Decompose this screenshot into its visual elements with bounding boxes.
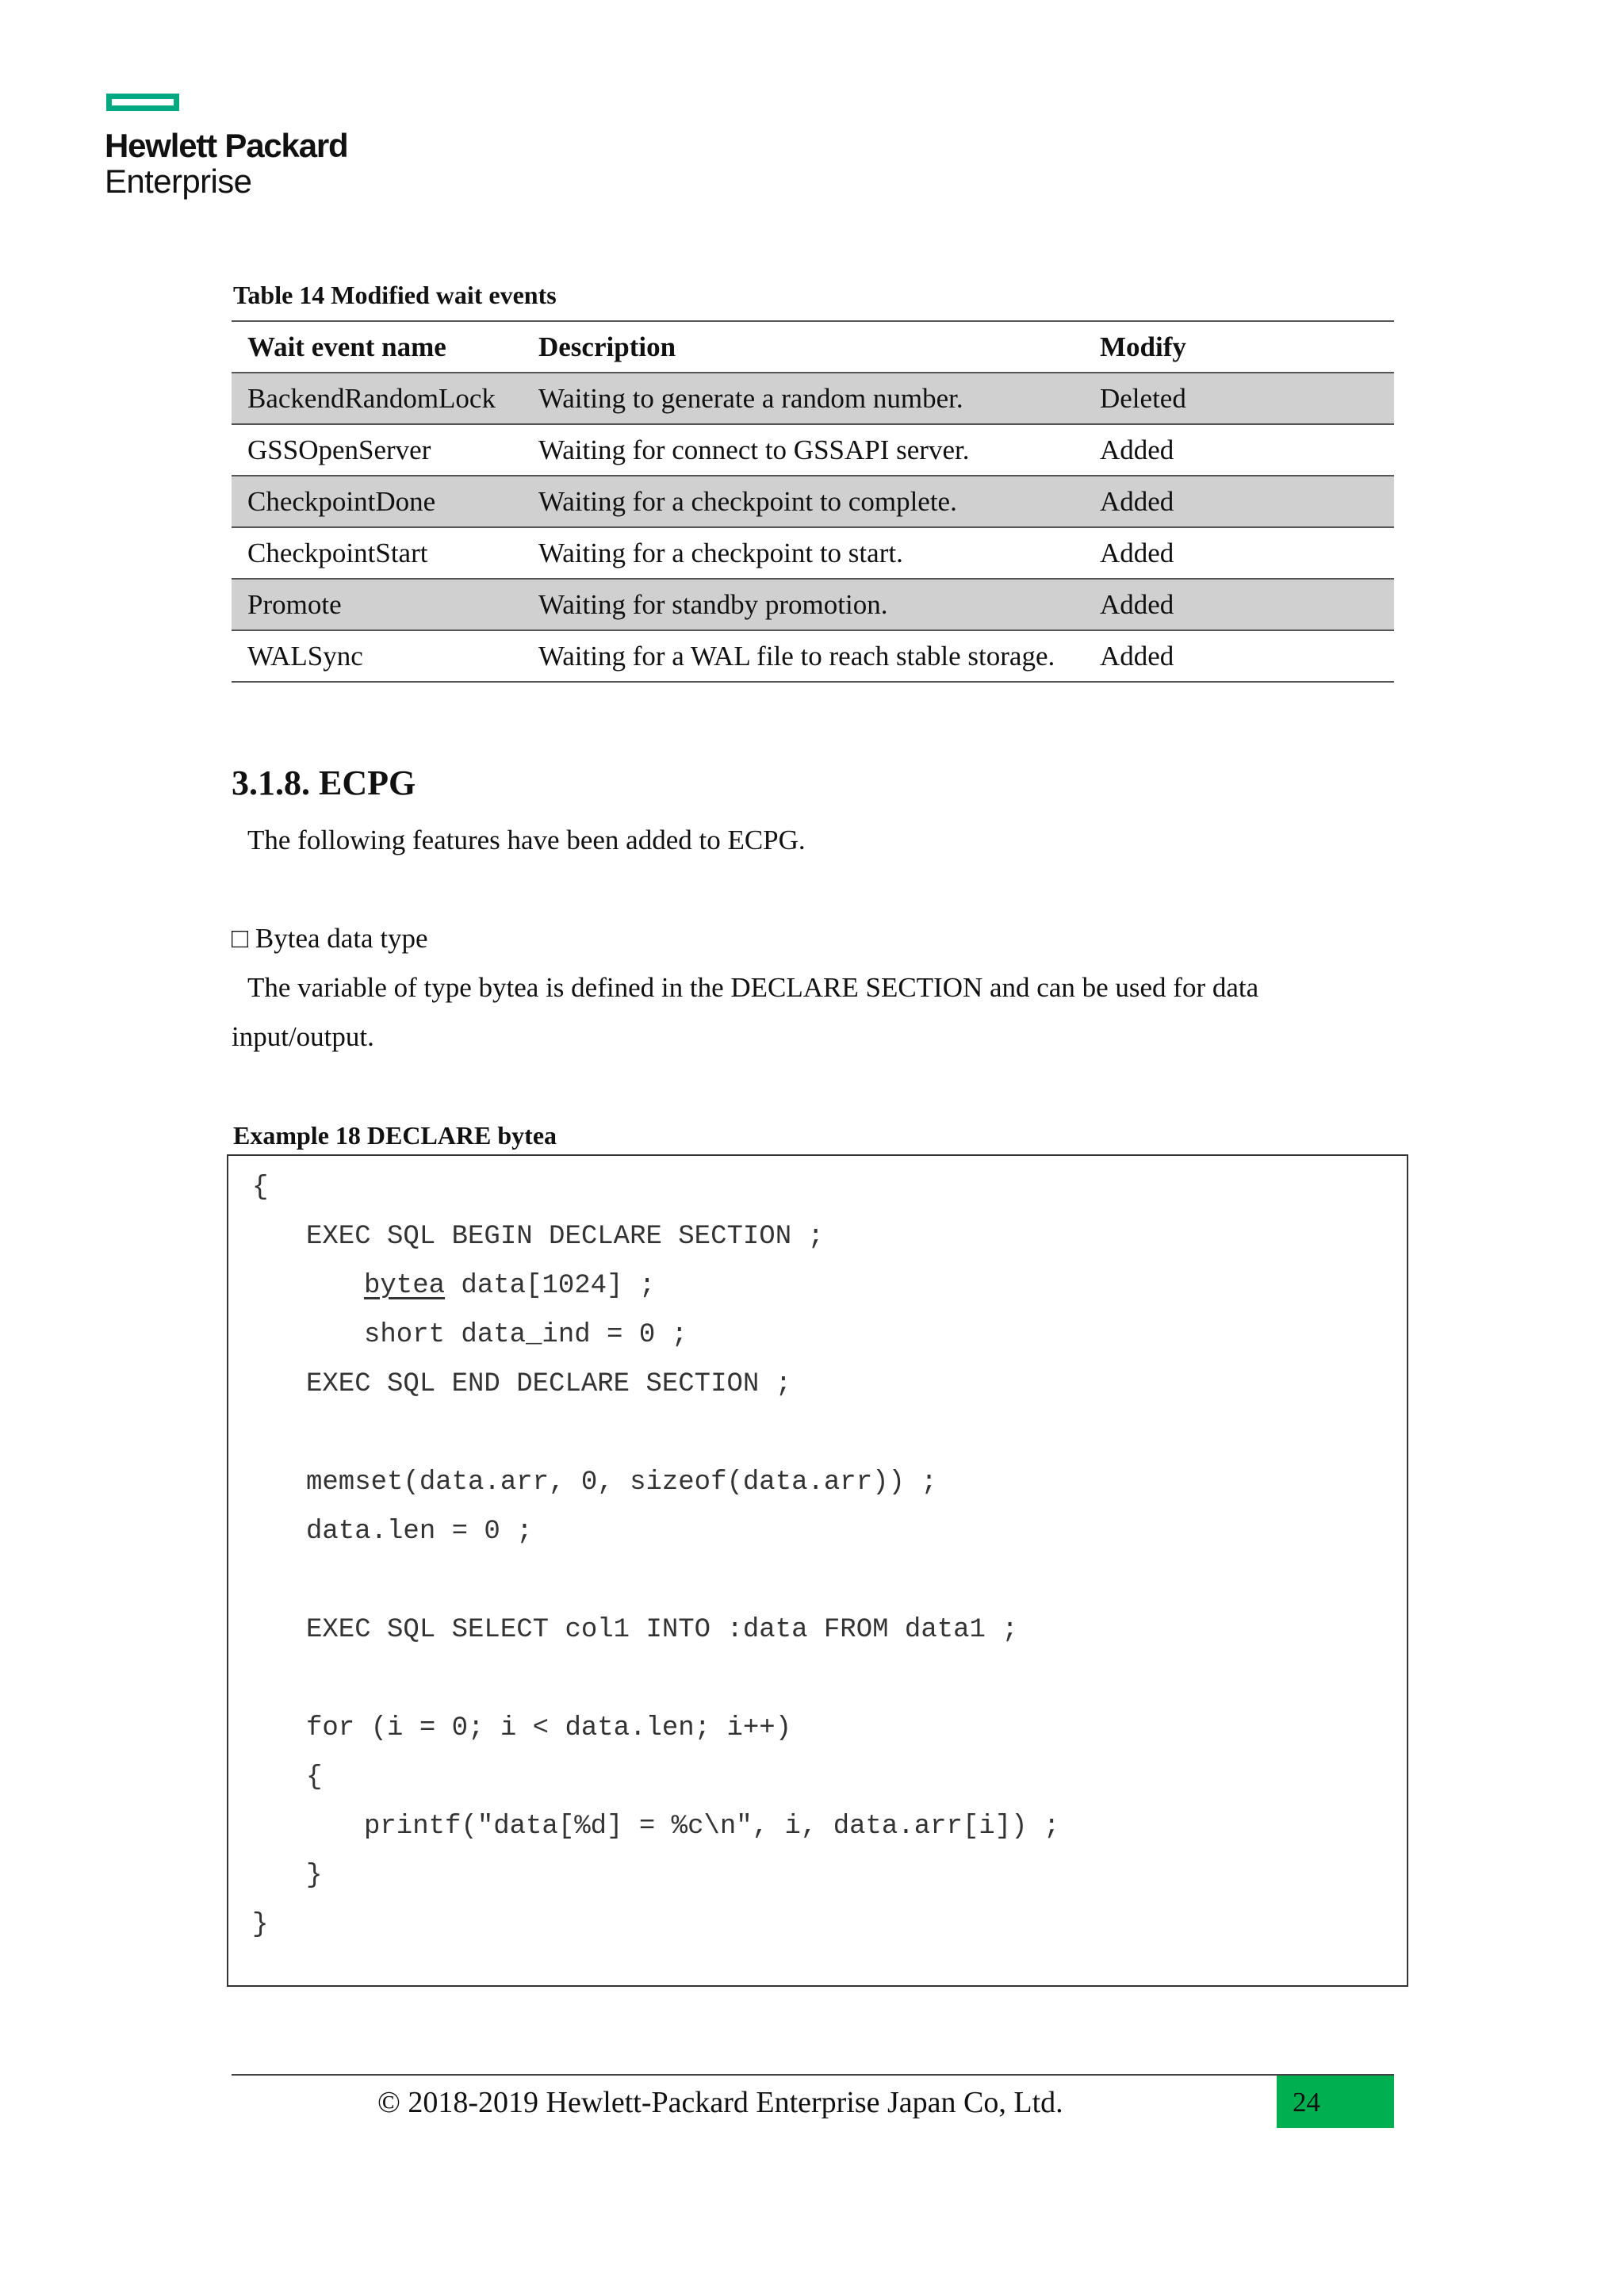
cell-description: Waiting to generate a random number. — [523, 373, 1084, 424]
code-line: } — [252, 1910, 269, 1940]
cell-description: Waiting for a WAL file to reach stable storage. — [523, 630, 1084, 682]
table-row — [232, 424, 1394, 476]
footer-copyright: © 2018-2019 Hewlett-Packard Enterprise Japan Co, Ltd. — [377, 2086, 1063, 2119]
bullet-heading: □ Bytea data type — [232, 923, 428, 954]
code-text: data[1024] ; — [445, 1271, 656, 1301]
cell-event-name: Promote — [232, 579, 523, 630]
code-line: EXEC SQL BEGIN DECLARE SECTION ; — [306, 1222, 824, 1252]
page-number: 24 — [1293, 2087, 1320, 2118]
table-caption: Table 14 Modified wait events — [233, 281, 557, 309]
cell-modify: Deleted — [1084, 373, 1394, 424]
cell-event-name: CheckpointStart — [232, 527, 523, 579]
code-line: printf("data[%d] = %c\n", i, data.arr[i]) ; — [364, 1812, 1060, 1842]
code-line: data.len = 0 ; — [306, 1517, 533, 1547]
code-block — [227, 1154, 1408, 1987]
section-heading: 3.1.8. ECPG — [232, 763, 416, 802]
hpe-logo-mark — [106, 94, 179, 111]
cell-modify: Added — [1084, 630, 1394, 682]
cell-event-name: WALSync — [232, 630, 523, 682]
header-description: Description — [523, 321, 1084, 373]
code-line: EXEC SQL END DECLARE SECTION ; — [306, 1369, 792, 1399]
cell-event-name: GSSOpenServer — [232, 424, 523, 476]
logo-text-line1: Hewlett Packard — [105, 127, 348, 164]
page-number-box — [1277, 2076, 1394, 2128]
cell-description: Waiting for connect to GSSAPI server. — [523, 424, 1084, 476]
table-row — [232, 476, 1394, 527]
code-line: for (i = 0; i < data.len; i++) — [306, 1713, 792, 1743]
cell-event-name: CheckpointDone — [232, 476, 523, 527]
section-intro: The following features have been added to ECPG. — [247, 825, 806, 855]
code-line — [364, 1270, 655, 1302]
table-row — [232, 630, 1394, 682]
cell-description: Waiting for a checkpoint to start. — [523, 527, 1084, 579]
header-wait-event-name: Wait event name — [232, 321, 523, 373]
code-line: } — [306, 1861, 323, 1891]
cell-modify: Added — [1084, 579, 1394, 630]
footer-divider — [232, 2074, 1394, 2076]
header-modify: Modify — [1084, 321, 1394, 373]
wait-events-table — [232, 320, 1394, 683]
code-line: memset(data.arr, 0, sizeof(data.arr)) ; — [306, 1468, 937, 1498]
table-row — [232, 579, 1394, 630]
description-line-2: input/output. — [232, 1021, 374, 1052]
cell-description: Waiting for standby promotion. — [523, 579, 1084, 630]
hpe-logo — [105, 94, 347, 200]
table-row — [232, 527, 1394, 579]
cell-description: Waiting for a checkpoint to complete. — [523, 476, 1084, 527]
table-row — [232, 373, 1394, 424]
cell-modify: Added — [1084, 527, 1394, 579]
cell-event-name: BackendRandomLock — [232, 373, 523, 424]
code-line: { — [252, 1173, 269, 1203]
code-keyword-bytea: bytea — [364, 1271, 446, 1301]
table-header-row — [232, 321, 1394, 373]
description-line-1: The variable of type bytea is defined in the DECLARE SECTION and can be used for data — [247, 972, 1259, 1003]
cell-modify: Added — [1084, 476, 1394, 527]
logo-text-line2: Enterprise — [105, 163, 252, 200]
cell-modify: Added — [1084, 424, 1394, 476]
code-line: short data_ind = 0 ; — [364, 1320, 688, 1350]
code-line: { — [306, 1762, 323, 1793]
example-caption: Example 18 DECLARE bytea — [233, 1121, 557, 1150]
code-line: EXEC SQL SELECT col1 INTO :data FROM data1 ; — [306, 1615, 1018, 1645]
